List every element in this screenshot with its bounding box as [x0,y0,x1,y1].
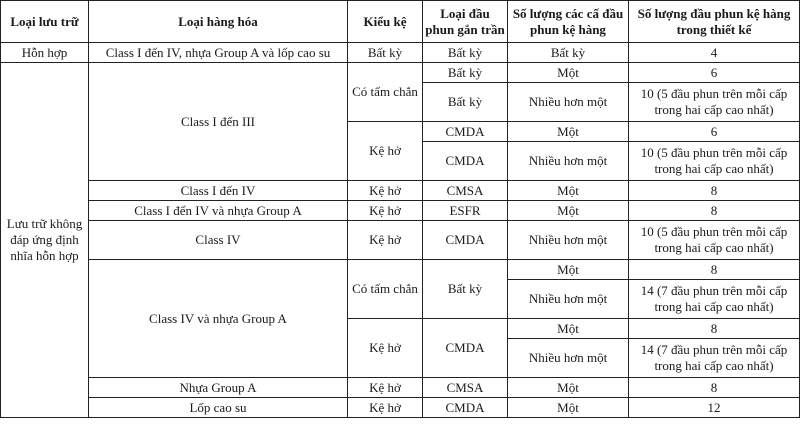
count-cell: 14 (7 đầu phun trên mỗi cấp trong hai cấp cao nhất) [629,280,800,319]
ceiling-cell: CMDA [423,398,508,418]
levels-cell: Nhiều hơn một [508,142,629,181]
ceiling-cell: Bất kỳ [423,63,508,83]
levels-cell: Nhiều hơn một [508,83,629,122]
commodity-cell: Class I đến IV [89,181,348,201]
levels-cell: Nhiều hơn một [508,339,629,378]
table-row [1,43,800,63]
rack-cell: Kệ hở [348,122,423,181]
table-row [1,63,800,83]
levels-cell: Nhiều hơn một [508,221,629,260]
header-storage-type: Loại lưu trữ [1,1,89,43]
rack-cell: Kệ hở [348,398,423,418]
rack-cell: Kệ hở [348,181,423,201]
ceiling-cell: CMDA [423,221,508,260]
table-row [1,398,800,418]
count-cell: 8 [629,319,800,339]
levels-cell: Bất kỳ [508,43,629,63]
levels-cell: Một [508,63,629,83]
ceiling-cell: Bất kỳ [423,260,508,319]
ceiling-cell: Bất kỳ [423,83,508,122]
commodity-cell: Lốp cao su [89,398,348,418]
levels-cell: Một [508,260,629,280]
header-commodity: Loại hàng hóa [89,1,348,43]
count-cell: 8 [629,201,800,221]
table-row [1,221,800,260]
ceiling-cell: CMDA [423,142,508,181]
header-row [1,1,800,43]
header-rack-type: Kiểu kệ [348,1,423,43]
count-cell: 8 [629,378,800,398]
levels-cell: Một [508,122,629,142]
rack-cell: Kệ hở [348,378,423,398]
rack-cell: Kệ hở [348,319,423,378]
header-design-sprinklers: Số lượng đầu phun kệ hàng trong thiết kế [629,1,800,43]
commodity-cell: Nhựa Group A [89,378,348,398]
count-cell: 6 [629,122,800,142]
header-levels: Số lượng các cấ đầu phun kệ hàng [508,1,629,43]
commodity-cell: Class IV [89,221,348,260]
levels-cell: Nhiều hơn một [508,280,629,319]
count-cell: 10 (5 đầu phun trên mỗi cấp trong hai cấp cao nhất) [629,83,800,122]
ceiling-cell: CMSA [423,181,508,201]
rack-cell: Có tấm chắn [348,63,423,122]
count-cell: 8 [629,181,800,201]
count-cell: 8 [629,260,800,280]
table-row [1,181,800,201]
rack-cell: Kệ hở [348,201,423,221]
count-cell: 14 (7 đầu phun trên mỗi cấp trong hai cấp cao nhất) [629,339,800,378]
table-row [1,260,800,280]
ceiling-cell: ESFR [423,201,508,221]
count-cell: 10 (5 đầu phun trên mỗi cấp trong hai cấp cao nhất) [629,142,800,181]
commodity-cell: Class I đến IV và nhựa Group A [89,201,348,221]
table-row [1,201,800,221]
levels-cell: Một [508,319,629,339]
count-cell: 12 [629,398,800,418]
rack-cell: Có tấm chắn [348,260,423,319]
levels-cell: Một [508,201,629,221]
rack-cell: Kệ hở [348,221,423,260]
count-cell: 6 [629,63,800,83]
ceiling-cell: Bất kỳ [423,43,508,63]
table-row [1,378,800,398]
rack-cell: Bất kỳ [348,43,423,63]
levels-cell: Một [508,398,629,418]
commodity-cell: Class I đến III [89,63,348,181]
levels-cell: Một [508,181,629,201]
header-ceiling-sprinkler: Loại đầu phun gắn trần [423,1,508,43]
storage-cell: Lưu trữ không đáp ứng định nhĩa hỗn hợp [1,63,89,418]
levels-cell: Một [508,378,629,398]
storage-cell: Hỗn hợp [1,43,89,63]
ceiling-cell: CMSA [423,378,508,398]
count-cell: 4 [629,43,800,63]
commodity-cell: Class I đến IV, nhựa Group A và lốp cao su [89,43,348,63]
commodity-cell: Class IV và nhựa Group A [89,260,348,378]
count-cell: 10 (5 đầu phun trên mỗi cấp trong hai cấp cao nhất) [629,221,800,260]
ceiling-cell: CMDA [423,122,508,142]
ceiling-cell: CMDA [423,319,508,378]
